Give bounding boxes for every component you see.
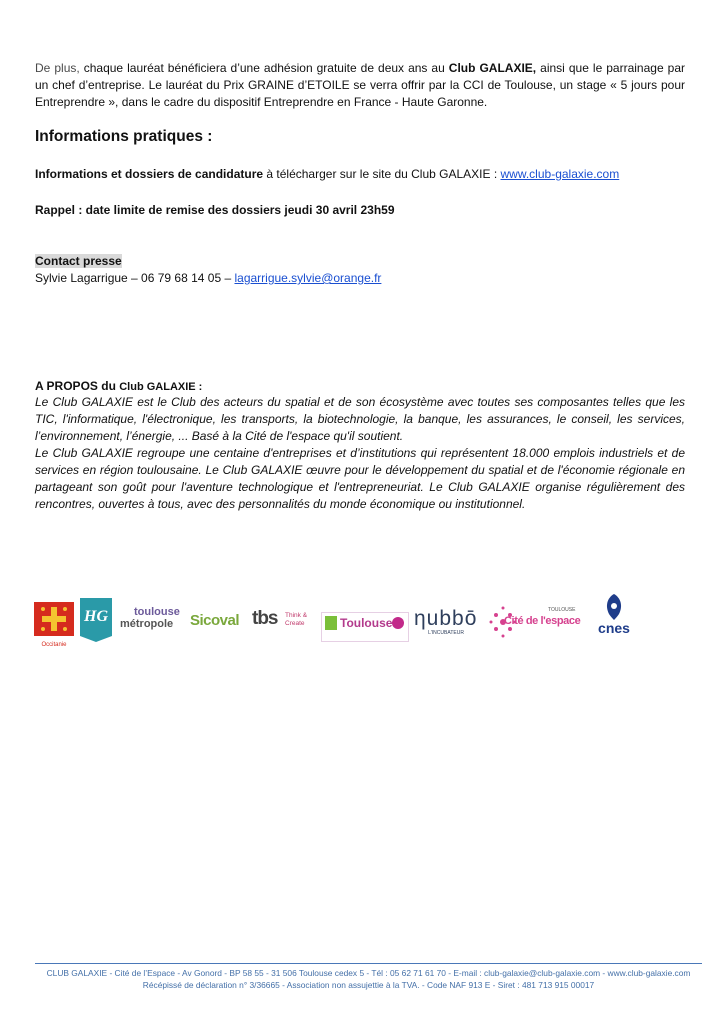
apropos-title-a: A PROPOS du [35,379,120,393]
intro-lead: De plus, [35,61,80,75]
haute-garonne-logo [80,598,112,642]
dossiers-line [35,166,685,183]
footer-registration: Récépissé de déclaration n° 3/36665 - Association non assujettie à la TVA. - Code NAF 913 E - Siret : 481 713 915 00017 [142,980,595,990]
nubbo-logo [414,608,478,642]
footer-divider [35,963,702,964]
contact-label: Contact presse [35,254,122,268]
intro-text-1: chaque lauréat bénéficiera d’une adhésion gratuite de deux ans au [79,61,449,75]
cnes-label: cnes [598,620,630,636]
dossiers-text: à télécharger sur le site du Club GALAXIE : [263,167,501,181]
cnes-logo [588,594,640,644]
footer-address: CLUB GALAXIE - Cité de l’Espace - Av Gonord - BP 58 55 - 31 506 Toulouse cedex 5 - Tél : 05 62 71 61 70 - E-mail : club-galaxie@club-galaxie.com - www.club-galaxie.com [46,968,691,978]
partner-logos [34,594,654,646]
contact-label-line [35,253,685,270]
toulouse-metropole-label-b: métropole [120,618,174,630]
cnes-emblem-icon [603,594,625,620]
intro-club-name: Club GALAXIE, [448,61,537,75]
cci-toulouse-logo [321,612,409,642]
cite-top-label: TOULOUSE [548,607,576,613]
contact-line [35,270,685,287]
toulouse-metropole-label-a: toulouse [134,606,180,618]
occitanie-logo [34,602,74,646]
deadline-reminder: Rappel : date limite de remise des dossiers jeudi 30 avril 23h59 [35,203,395,217]
contact-text: Sylvie Lagarrigue – 06 79 68 14 05 – [35,271,235,285]
occitanie-cross-icon [34,602,74,636]
sicoval-logo [190,612,246,636]
cci-label: Toulouse [340,616,393,630]
dossiers-bold: Informations et dossiers de candidature [35,167,264,181]
apropos-paragraph-1: Le Club GALAXIE est le Club des acteurs du spatial et de son écosystème avec toutes ses composantes telles que les TIC, l'informatique, l'électronique, les transports, la biotechnologie, la banque, les assurances, le conseil, les services, l’environnement, l’énergie, ... Basé à la Cité de l'espace qu'il soutient. [35,395,685,443]
apropos-title-b: Club GALAXIE : [119,381,203,393]
cite-de-l-espace-logo [486,602,581,642]
occitanie-label: Occitanie [41,642,67,648]
toulouse-metropole-logo [120,606,184,640]
tbs-label: tbs [252,608,278,629]
cite-label: Cité de l'espace [504,615,581,627]
tbs-tagline: Think & Create [285,612,308,627]
tbs-logo [252,608,312,638]
intro-paragraph [35,60,685,111]
cci-green-mark-icon [325,616,337,630]
contact-email-link[interactable]: lagarrigue.sylvie@orange.fr [234,271,382,285]
section-heading-infos: Informations pratiques : [35,128,213,145]
nubbo-label: ηubbō [414,607,478,630]
intro-text-2: ainsi que le parrainage par un chef d’entreprise. Le lauréat du Prix GRAINE d’ETOILE se verra offrir par la CCI de Toulouse, un stage « 5 jours pour Entreprendre », dans le cadre du dispositif Entreprendre en France - Haute Garonne. [35,61,685,109]
cci-31-badge-icon [392,617,404,629]
website-link[interactable]: www.club-galaxie.com [500,167,620,181]
hg-label: HG [84,608,108,625]
apropos-paragraph-2: Le Club GALAXIE regroupe une centaine d'entreprises et d’institutions qui représentent 18.000 emplois industriels et de services en région toulousaine. Le Club GALAXIE œuvre pour le développement du spatial et de l'économie régionale en partageant son goût pour l'aventure technologique et l'entrepreneuriat. Le Club GALAXIE organise régulièrement des rencontres, ouvertes à tous, avec des personnalités du monde économique ou institutionnel. [35,446,685,511]
sicoval-label: Sicoval [190,612,240,629]
nubbo-tagline: L'INCUBATEUR [428,630,464,636]
